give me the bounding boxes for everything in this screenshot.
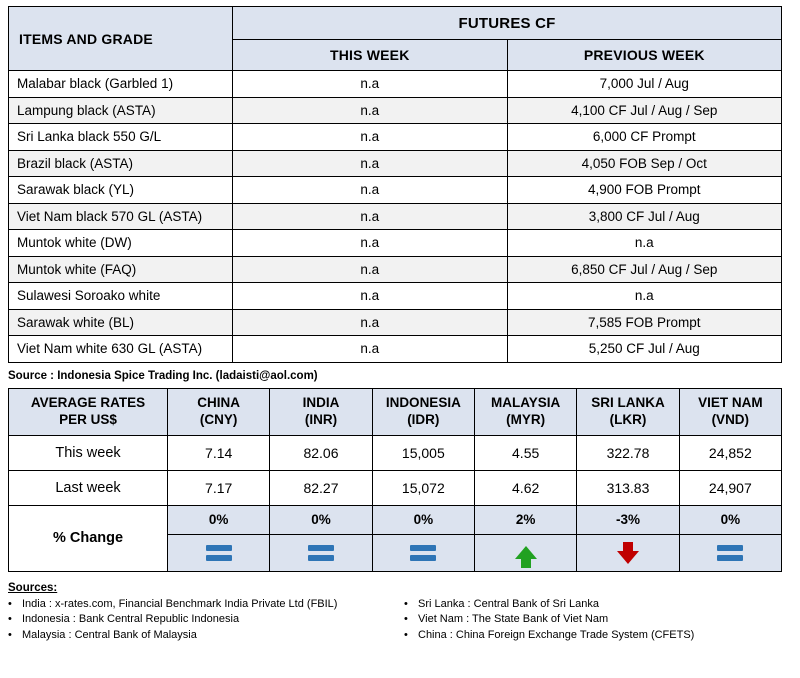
column-header-malaysia (474, 388, 576, 435)
bullet-icon: • (8, 613, 12, 626)
rate-value: 7.17 (168, 470, 270, 505)
futures-table-header (9, 7, 782, 71)
column-header-indonesia (372, 388, 474, 435)
table-row (9, 124, 782, 151)
currency-code: (CNY) (199, 411, 238, 427)
equal-icon (271, 536, 370, 570)
change-indicator-viet-nam (679, 534, 781, 571)
futures-header-row-1 (9, 7, 782, 40)
sources-column-right (404, 597, 800, 645)
previous-week-value: 4,100 CF Jul / Aug / Sep (507, 97, 782, 124)
this-week-value: n.a (233, 177, 508, 204)
previous-week-value: 6,850 CF Jul / Aug / Sep (507, 256, 782, 283)
report-page (0, 6, 800, 678)
list-item (8, 628, 404, 644)
average-rates-line1: AVERAGE RATES (30, 394, 146, 410)
rate-value: 82.06 (270, 435, 372, 470)
table-row (9, 230, 782, 257)
futures-cf-table (8, 6, 782, 363)
item-name: Malabar black (Garbled 1) (9, 71, 233, 98)
country-name: CHINA (197, 394, 241, 410)
column-header-china (168, 388, 270, 435)
previous-week-header: PREVIOUS WEEK (507, 40, 782, 71)
table-row-last-week (9, 470, 782, 505)
country-name: VIET NAM (698, 394, 763, 410)
percent-change-label: % Change (9, 505, 168, 571)
column-header-sri-lanka (577, 388, 679, 435)
rates-table-body (9, 435, 782, 571)
table-row (9, 283, 782, 310)
bullet-icon: • (404, 597, 408, 610)
table-row-percent-change (9, 505, 782, 534)
item-name: Sulawesi Soroako white (9, 283, 233, 310)
rates-table-header (9, 388, 782, 435)
equal-icon (681, 536, 780, 570)
currency-code: (VND) (711, 411, 750, 427)
percent-change-value: 2% (474, 505, 576, 534)
list-item (8, 612, 404, 628)
table-row (9, 336, 782, 363)
source-text: Sri Lanka : Central Bank of Sri Lanka (418, 597, 599, 610)
rate-value: 15,072 (372, 470, 474, 505)
average-rates-header (9, 388, 168, 435)
rate-value: 322.78 (577, 435, 679, 470)
rates-header-row (9, 388, 782, 435)
item-name: Viet Nam white 630 GL (ASTA) (9, 336, 233, 363)
bullet-icon: • (8, 597, 12, 610)
this-week-value: n.a (233, 150, 508, 177)
rate-value: 313.83 (577, 470, 679, 505)
currency-code: (MYR) (506, 411, 546, 427)
source-text: Viet Nam : The State Bank of Viet Nam (418, 613, 609, 626)
arrow-up-icon (476, 536, 575, 570)
item-name: Brazil black (ASTA) (9, 150, 233, 177)
currency-code: (INR) (304, 411, 338, 427)
list-item (404, 597, 800, 613)
this-week-value: n.a (233, 71, 508, 98)
column-header-viet-nam (679, 388, 781, 435)
previous-week-value: 6,000 CF Prompt (507, 124, 782, 151)
item-name: Sarawak black (YL) (9, 177, 233, 204)
percent-change-value: 0% (270, 505, 372, 534)
this-week-value: n.a (233, 283, 508, 310)
bullet-icon: • (404, 629, 408, 642)
average-rates-line2: PER US$ (59, 411, 117, 427)
row-label: Last week (9, 470, 168, 505)
rate-value: 82.27 (270, 470, 372, 505)
country-name: INDONESIA (385, 394, 461, 410)
arrow-down-icon (578, 536, 677, 570)
previous-week-value: 4,900 FOB Prompt (507, 177, 782, 204)
bullet-icon: • (404, 613, 408, 626)
percent-change-value: 0% (372, 505, 474, 534)
list-item (404, 628, 800, 644)
rate-value: 24,907 (679, 470, 781, 505)
table-row (9, 309, 782, 336)
sources-footer (8, 582, 800, 645)
country-name: INDIA (302, 394, 340, 410)
this-week-value: n.a (233, 336, 508, 363)
table-row (9, 256, 782, 283)
equal-icon (169, 536, 268, 570)
rate-value: 24,852 (679, 435, 781, 470)
item-name: Sri Lanka black 550 G/L (9, 124, 233, 151)
this-week-value: n.a (233, 256, 508, 283)
source-note: Source : Indonesia Spice Trading Inc. (ladaisti@aol.com) (8, 369, 318, 382)
equal-icon (374, 536, 473, 570)
list-item (404, 612, 800, 628)
row-label: This week (9, 435, 168, 470)
this-week-value: n.a (233, 97, 508, 124)
item-name: Viet Nam black 570 GL (ASTA) (9, 203, 233, 230)
item-name: Muntok white (DW) (9, 230, 233, 257)
currency-code: (IDR) (407, 411, 440, 427)
list-item (8, 597, 404, 613)
this-week-header: THIS WEEK (233, 40, 508, 71)
change-indicator-india (270, 534, 372, 571)
item-name: Muntok white (FAQ) (9, 256, 233, 283)
previous-week-value: 7,000 Jul / Aug (507, 71, 782, 98)
rate-value: 4.55 (474, 435, 576, 470)
sources-columns (8, 597, 800, 645)
percent-change-value: -3% (577, 505, 679, 534)
change-indicator-sri-lanka (577, 534, 679, 571)
previous-week-value: 7,585 FOB Prompt (507, 309, 782, 336)
this-week-value: n.a (233, 203, 508, 230)
table-row (9, 71, 782, 98)
country-name: SRI LANKA (591, 394, 665, 410)
table-row (9, 177, 782, 204)
source-text: India : x-rates.com, Financial Benchmark India Private Ltd (FBIL) (22, 597, 338, 610)
items-and-grade-header: ITEMS AND GRADE (9, 7, 233, 71)
previous-week-value: n.a (507, 230, 782, 257)
item-name: Sarawak white (BL) (9, 309, 233, 336)
percent-change-value: 0% (168, 505, 270, 534)
table-row (9, 150, 782, 177)
previous-week-value: 4,050 FOB Sep / Oct (507, 150, 782, 177)
column-header-india (270, 388, 372, 435)
bullet-icon: • (8, 629, 12, 642)
source-text: Indonesia : Bank Central Republic Indonesia (22, 613, 240, 626)
this-week-value: n.a (233, 124, 508, 151)
rate-value: 7.14 (168, 435, 270, 470)
change-indicator-china (168, 534, 270, 571)
previous-week-value: n.a (507, 283, 782, 310)
source-text: Malaysia : Central Bank of Malaysia (22, 629, 197, 642)
change-indicator-indonesia (372, 534, 474, 571)
rate-value: 4.62 (474, 470, 576, 505)
this-week-value: n.a (233, 309, 508, 336)
item-name: Lampung black (ASTA) (9, 97, 233, 124)
currency-code: (LKR) (609, 411, 647, 427)
table-row-this-week (9, 435, 782, 470)
table-row (9, 97, 782, 124)
futures-cf-header: FUTURES CF (233, 7, 782, 40)
source-text: China : China Foreign Exchange Trade System (CFETS) (418, 629, 695, 642)
change-indicator-malaysia (474, 534, 576, 571)
sources-column-left (8, 597, 404, 645)
sources-title: Sources: (8, 581, 58, 594)
average-rates-table (8, 388, 782, 572)
previous-week-value: 3,800 CF Jul / Aug (507, 203, 782, 230)
futures-table-body (9, 71, 782, 363)
percent-change-value: 0% (679, 505, 781, 534)
country-name: MALAYSIA (491, 394, 561, 410)
rate-value: 15,005 (372, 435, 474, 470)
previous-week-value: 5,250 CF Jul / Aug (507, 336, 782, 363)
this-week-value: n.a (233, 230, 508, 257)
table-row (9, 203, 782, 230)
